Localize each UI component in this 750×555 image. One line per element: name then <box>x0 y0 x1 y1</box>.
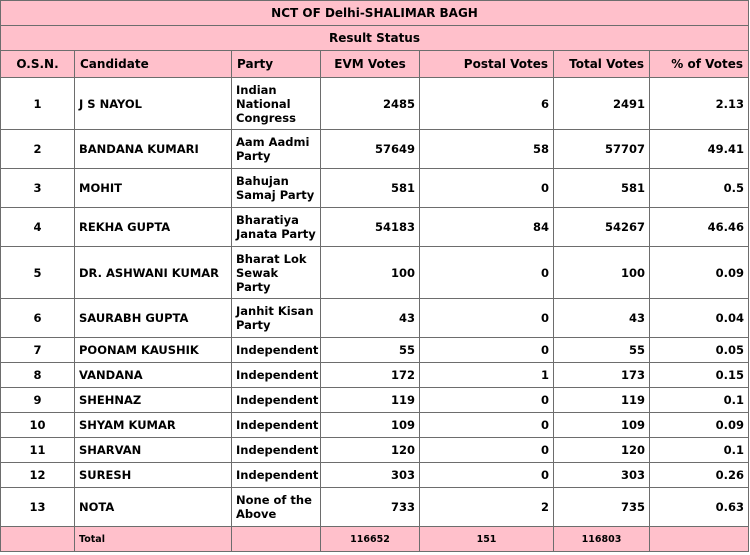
percent-votes-cell: 0.09 <box>650 413 749 438</box>
percent-votes-cell: 0.09 <box>650 247 749 299</box>
osn-cell: 4 <box>1 208 75 247</box>
postal-votes-cell: 2 <box>420 488 554 527</box>
total-label: Total <box>75 527 232 552</box>
table-row <box>1 463 749 488</box>
table-row <box>1 299 749 338</box>
osn-cell: 6 <box>1 299 75 338</box>
evm-votes-cell: 733 <box>321 488 420 527</box>
party-cell: Independent <box>232 338 321 363</box>
candidate-cell: NOTA <box>75 488 232 527</box>
osn-cell: 3 <box>1 169 75 208</box>
col-header-postal-votes: Postal Votes <box>420 51 554 78</box>
total-votes-cell: 173 <box>554 363 650 388</box>
total-votes-cell: 119 <box>554 388 650 413</box>
col-header-candidate: Candidate <box>75 51 232 78</box>
col-header-total-votes: Total Votes <box>554 51 650 78</box>
evm-votes-cell: 303 <box>321 463 420 488</box>
result-status-heading: Result Status <box>1 26 749 51</box>
table-row <box>1 338 749 363</box>
col-header-party: Party <box>232 51 321 78</box>
percent-votes-cell: 0.5 <box>650 169 749 208</box>
table-row <box>1 78 749 130</box>
candidate-cell: POONAM KAUSHIK <box>75 338 232 363</box>
total-evm-votes: 116652 <box>321 527 420 552</box>
total-votes-cell: 581 <box>554 169 650 208</box>
total-votes-cell: 55 <box>554 338 650 363</box>
evm-votes-cell: 57649 <box>321 130 420 169</box>
candidate-cell: MOHIT <box>75 169 232 208</box>
percent-votes-cell: 0.15 <box>650 363 749 388</box>
evm-votes-cell: 109 <box>321 413 420 438</box>
total-votes-cell: 303 <box>554 463 650 488</box>
candidate-cell: SURESH <box>75 463 232 488</box>
percent-votes-cell: 0.05 <box>650 338 749 363</box>
candidate-cell: SHEHNAZ <box>75 388 232 413</box>
evm-votes-cell: 54183 <box>321 208 420 247</box>
party-cell: Indian National Congress <box>232 78 321 130</box>
evm-votes-cell: 100 <box>321 247 420 299</box>
col-header-osn: O.S.N. <box>1 51 75 78</box>
total-votes-cell: 43 <box>554 299 650 338</box>
postal-votes-cell: 1 <box>420 363 554 388</box>
table-row <box>1 388 749 413</box>
total-row <box>1 527 749 552</box>
postal-votes-cell: 0 <box>420 388 554 413</box>
total-blank-cell <box>232 527 321 552</box>
postal-votes-cell: 0 <box>420 247 554 299</box>
postal-votes-cell: 84 <box>420 208 554 247</box>
total-votes-cell: 100 <box>554 247 650 299</box>
postal-votes-cell: 58 <box>420 130 554 169</box>
evm-votes-cell: 172 <box>321 363 420 388</box>
table-row <box>1 247 749 299</box>
candidate-cell: VANDANA <box>75 363 232 388</box>
postal-votes-cell: 0 <box>420 413 554 438</box>
percent-votes-cell: 2.13 <box>650 78 749 130</box>
postal-votes-cell: 6 <box>420 78 554 130</box>
osn-cell: 11 <box>1 438 75 463</box>
candidate-cell: REKHA GUPTA <box>75 208 232 247</box>
osn-cell: 1 <box>1 78 75 130</box>
evm-votes-cell: 55 <box>321 338 420 363</box>
party-cell: Independent <box>232 413 321 438</box>
party-cell: Independent <box>232 438 321 463</box>
table-row <box>1 413 749 438</box>
party-cell: Bahujan Samaj Party <box>232 169 321 208</box>
percent-votes-cell: 0.1 <box>650 438 749 463</box>
candidate-cell: SHYAM KUMAR <box>75 413 232 438</box>
candidate-cell: DR. ASHWANI KUMAR <box>75 247 232 299</box>
party-cell: Independent <box>232 388 321 413</box>
total-votes-cell: 54267 <box>554 208 650 247</box>
party-cell: None of the Above <box>232 488 321 527</box>
candidate-cell: BANDANA KUMARI <box>75 130 232 169</box>
percent-votes-cell: 46.46 <box>650 208 749 247</box>
total-blank-cell <box>1 527 75 552</box>
table-row <box>1 438 749 463</box>
party-cell: Independent <box>232 463 321 488</box>
osn-cell: 12 <box>1 463 75 488</box>
evm-votes-cell: 43 <box>321 299 420 338</box>
osn-cell: 5 <box>1 247 75 299</box>
postal-votes-cell: 0 <box>420 169 554 208</box>
percent-votes-cell: 0.04 <box>650 299 749 338</box>
total-votes-cell: 57707 <box>554 130 650 169</box>
total-votes-cell: 120 <box>554 438 650 463</box>
table-row <box>1 363 749 388</box>
osn-cell: 7 <box>1 338 75 363</box>
evm-votes-cell: 2485 <box>321 78 420 130</box>
party-cell: Independent <box>232 363 321 388</box>
col-header-evm-votes: EVM Votes <box>321 51 420 78</box>
candidate-cell: SAURABH GUPTA <box>75 299 232 338</box>
column-header-row <box>1 51 749 78</box>
osn-cell: 10 <box>1 413 75 438</box>
candidate-cell: SHARVAN <box>75 438 232 463</box>
total-votes-cell: 109 <box>554 413 650 438</box>
osn-cell: 8 <box>1 363 75 388</box>
evm-votes-cell: 119 <box>321 388 420 413</box>
table-row <box>1 488 749 527</box>
col-header-percent-votes: % of Votes <box>650 51 749 78</box>
percent-votes-cell: 0.63 <box>650 488 749 527</box>
evm-votes-cell: 120 <box>321 438 420 463</box>
total-votes-cell: 2491 <box>554 78 650 130</box>
constituency-title: NCT OF Delhi-SHALIMAR BAGH <box>1 1 749 26</box>
postal-votes-cell: 0 <box>420 338 554 363</box>
candidate-cell: J S NAYOL <box>75 78 232 130</box>
total-postal-votes: 151 <box>420 527 554 552</box>
party-cell: Bharat Lok Sewak Party <box>232 247 321 299</box>
party-cell: Aam Aadmi Party <box>232 130 321 169</box>
postal-votes-cell: 0 <box>420 299 554 338</box>
total-total-votes: 116803 <box>554 527 650 552</box>
osn-cell: 2 <box>1 130 75 169</box>
evm-votes-cell: 581 <box>321 169 420 208</box>
table-row <box>1 169 749 208</box>
percent-votes-cell: 49.41 <box>650 130 749 169</box>
total-votes-cell: 735 <box>554 488 650 527</box>
postal-votes-cell: 0 <box>420 463 554 488</box>
percent-votes-cell: 0.26 <box>650 463 749 488</box>
percent-votes-cell: 0.1 <box>650 388 749 413</box>
party-cell: Bharatiya Janata Party <box>232 208 321 247</box>
postal-votes-cell: 0 <box>420 438 554 463</box>
table-row <box>1 208 749 247</box>
table-row <box>1 130 749 169</box>
total-blank-cell <box>650 527 749 552</box>
osn-cell: 9 <box>1 388 75 413</box>
party-cell: Janhit Kisan Party <box>232 299 321 338</box>
osn-cell: 13 <box>1 488 75 527</box>
